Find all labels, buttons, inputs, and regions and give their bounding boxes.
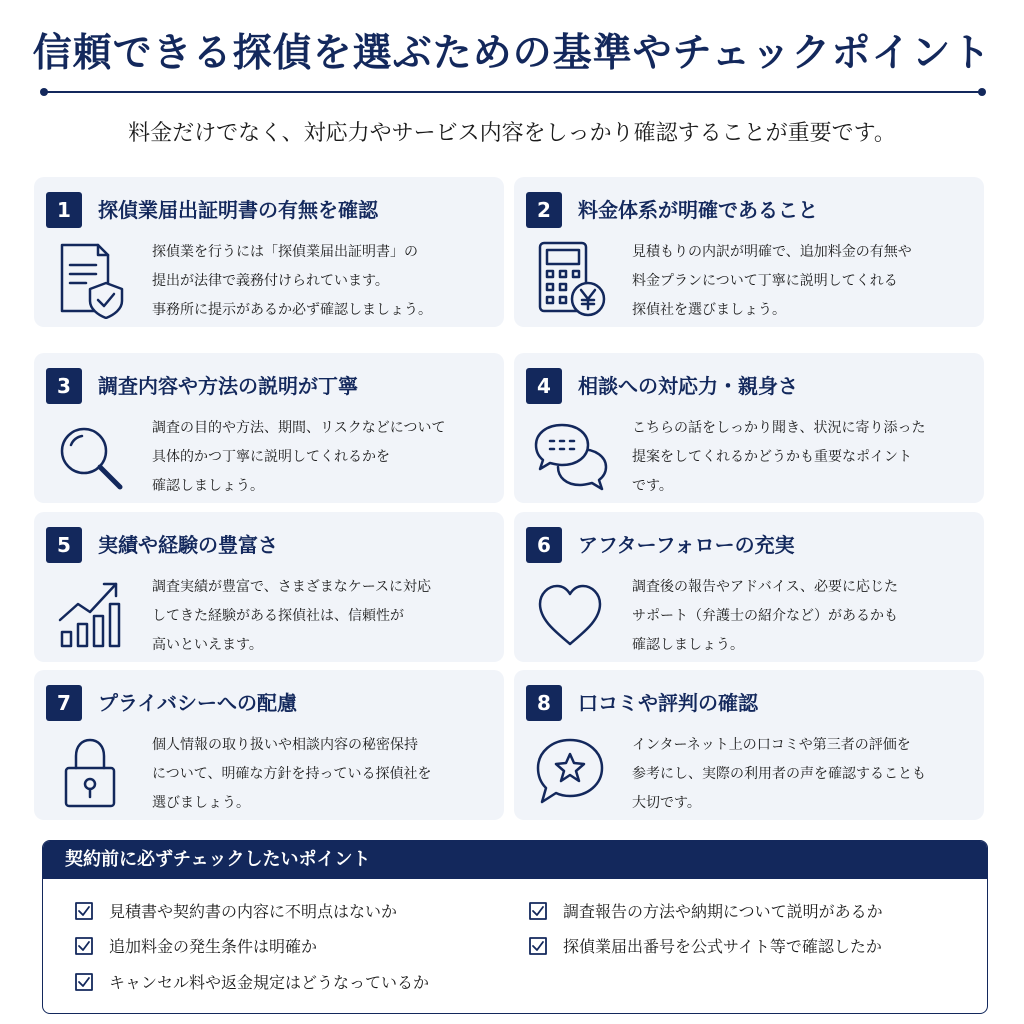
criterion-card-7	[34, 670, 504, 820]
criterion-card-1	[34, 177, 504, 327]
criterion-description	[632, 573, 977, 660]
description-line: 調査実績が豊富で、さまざまなケースに対応	[152, 579, 432, 595]
checked-checkbox-icon	[75, 937, 93, 955]
criterion-title: 調査内容や方法の説明が丁寧	[98, 374, 358, 398]
criterion-title: 実績や経験の豊富さ	[98, 533, 278, 557]
page-subtitle: 料金だけでなく、対応力やサービス内容をしっかり確認することが重要です。	[128, 121, 896, 146]
criterion-title: アフターフォローの充実	[578, 533, 795, 557]
criterion-description	[152, 731, 497, 818]
criterion-description	[632, 414, 977, 501]
certificate-shield-icon	[52, 239, 128, 319]
description-line: してきた経験がある探偵社は、信頼性が	[152, 608, 404, 624]
checked-checkbox-icon	[75, 902, 93, 920]
criterion-number: 7	[46, 685, 82, 721]
padlock-icon	[52, 732, 128, 812]
checked-checkbox-icon	[529, 902, 547, 920]
criterion-title: 相談への対応力・親身さ	[578, 374, 798, 398]
criterion-number: 8	[526, 685, 562, 721]
checklist-item	[529, 899, 883, 922]
description-line: について、明確な方針を持っている探偵社を	[152, 766, 432, 782]
description-line: 探偵業を行うには「探偵業届出証明書」の	[152, 244, 418, 260]
description-line: です。	[632, 478, 673, 494]
description-line: 具体的かつ丁寧に説明してくれるかを	[152, 449, 390, 465]
criterion-description	[152, 414, 497, 501]
chat-bubbles-icon	[532, 415, 608, 495]
description-line: 探偵社を選びましょう。	[632, 302, 786, 318]
checklist-item-label: キャンセル料や返金規定はどうなっているか	[109, 973, 430, 992]
criterion-card-8	[514, 670, 984, 820]
description-line: 提案をしてくれるかどうかも重要なポイント	[632, 449, 912, 465]
description-line: こちらの話をしっかり聞き、状況に寄り添った	[632, 420, 926, 436]
title-divider	[44, 91, 982, 93]
description-line: インターネット上の口コミや第三者の評価を	[632, 737, 911, 753]
checklist-item	[75, 970, 429, 993]
description-line: 高いといえます。	[152, 637, 263, 653]
checklist-item	[75, 934, 317, 957]
growth-chart-icon	[52, 574, 128, 654]
criterion-number: 5	[46, 527, 82, 563]
criterion-description	[632, 731, 977, 818]
checklist-item	[75, 899, 397, 922]
checked-checkbox-icon	[75, 973, 93, 991]
magnifier-icon	[52, 415, 128, 495]
checklist-item-label: 追加料金の発生条件は明確か	[109, 937, 318, 956]
criterion-description	[152, 238, 497, 325]
page-title: 信頼できる探偵を選ぶための基準やチェックポイント	[32, 31, 992, 76]
description-line: サポート（弁護士の紹介など）があるかも	[632, 608, 898, 624]
criterion-number: 4	[526, 368, 562, 404]
description-line: 調査後の報告やアドバイス、必要に応じた	[632, 579, 898, 595]
checklist-heading: 契約前に必ずチェックしたいポイント	[43, 841, 987, 879]
description-line: 参考にし、実際の利用者の声を確認することも	[632, 766, 926, 782]
criterion-description	[152, 573, 497, 660]
checklist-item-label: 調査報告の方法や納期について説明があるか	[563, 902, 883, 921]
checklist-item-label: 見積書や契約書の内容に不明点はないか	[109, 902, 398, 921]
criterion-number: 3	[46, 368, 82, 404]
checked-checkbox-icon	[529, 937, 547, 955]
description-line: 調査の目的や方法、期間、リスクなどについて	[152, 420, 446, 436]
criterion-description	[632, 238, 977, 325]
criterion-title: 探偵業届出証明書の有無を確認	[98, 198, 378, 222]
criterion-card-4	[514, 353, 984, 503]
criterion-title: プライバシーへの配慮	[98, 691, 297, 715]
description-line: 選びましょう。	[152, 795, 250, 811]
description-line: 大切です。	[632, 795, 701, 811]
criterion-card-5	[34, 512, 504, 662]
criterion-card-3	[34, 353, 504, 503]
criterion-number: 6	[526, 527, 562, 563]
checklist-item	[529, 934, 882, 957]
description-line: 確認しましょう。	[152, 478, 264, 494]
criterion-number: 2	[526, 192, 562, 228]
description-line: 見積もりの内訳が明確で、追加料金の有無や	[632, 244, 912, 260]
criterion-number: 1	[46, 192, 82, 228]
description-line: 料金プランについて丁寧に説明してくれる	[632, 273, 898, 289]
checklist-item-label: 探偵業届出番号を公式サイト等で確認したか	[563, 937, 882, 956]
description-line: 提出が法律で義務付けられています。	[152, 273, 389, 289]
heart-icon	[532, 574, 608, 654]
criterion-card-2	[514, 177, 984, 327]
calculator-yen-icon	[532, 239, 608, 319]
description-line: 事務所に提示があるか必ず確認しましょう。	[152, 302, 432, 318]
description-line: 個人情報の取り扱いや相談内容の秘密保持	[152, 737, 418, 753]
star-bubble-icon	[532, 732, 608, 812]
criterion-title: 口コミや評判の確認	[578, 691, 758, 715]
pre-contract-checklist	[42, 840, 988, 1014]
criterion-card-6	[514, 512, 984, 662]
description-line: 確認しましょう。	[632, 637, 744, 653]
criterion-title: 料金体系が明確であること	[578, 198, 818, 222]
